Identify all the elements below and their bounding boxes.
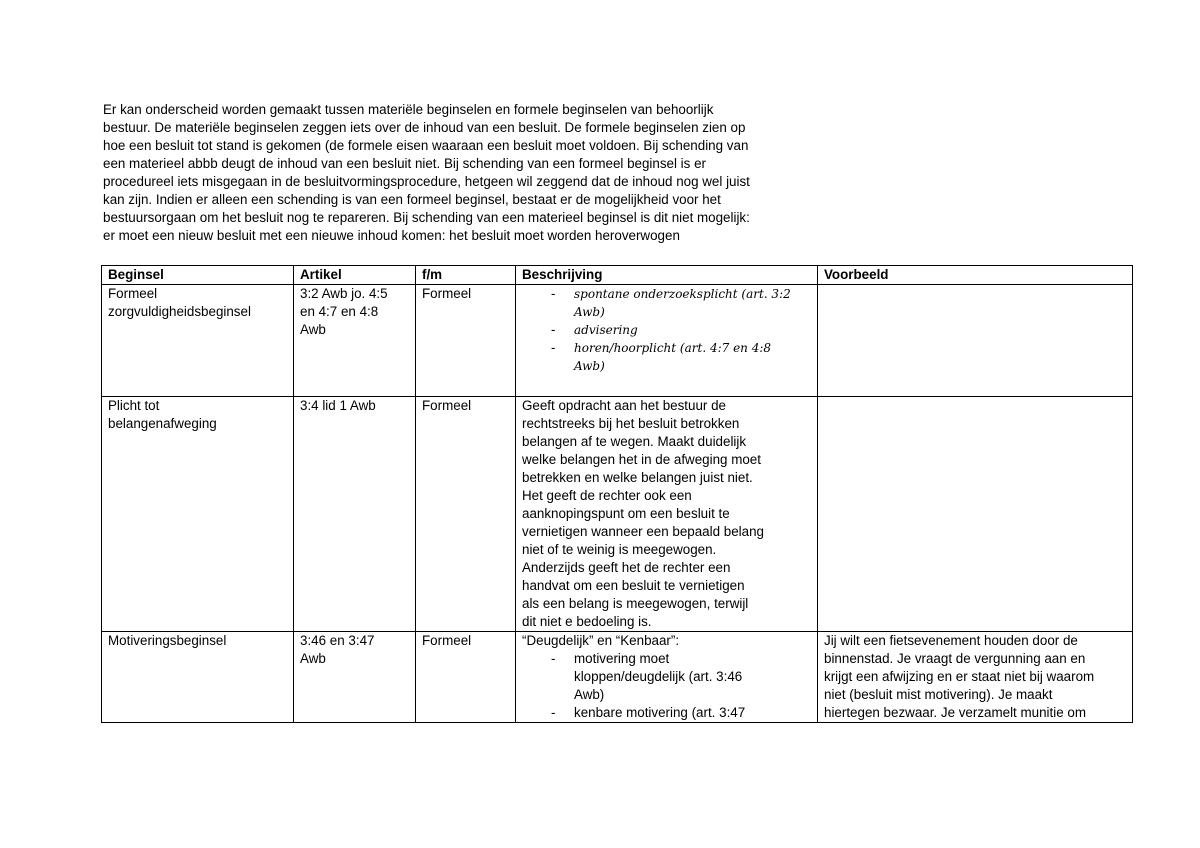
cell-artikel xyxy=(294,285,416,397)
cell-artikel xyxy=(294,632,416,723)
intro-line: procedureel iets misgegaan in de besluitvormingsprocedure, hetgeen wil zeggend dat de inhoud nog wel juist xyxy=(103,174,750,189)
cell-fm: Formeel xyxy=(416,632,516,723)
header-voorbeeld: Voorbeeld xyxy=(818,266,1133,285)
artikel-line: Awb xyxy=(300,322,326,337)
table-row xyxy=(102,285,1133,397)
list-item-line: Awb) xyxy=(574,687,605,702)
beschrijving-line: Anderzijds geeft het de rechter een xyxy=(522,560,731,575)
beschrijving-line: Geeft opdracht aan het bestuur de xyxy=(522,398,726,413)
voorbeeld-line: krijgt een afwijzing en er staat niet bij waarom xyxy=(824,669,1095,684)
intro-line: Er kan onderscheid worden gemaakt tussen materiële beginselen en formele beginselen van behoorlijk xyxy=(103,102,714,117)
intro-line: kan zijn. Indien er alleen een schending is van een formeel beginsel, bestaat er de mogelijkheid voor het xyxy=(103,192,721,207)
cell-voorbeeld xyxy=(818,632,1133,723)
list-item xyxy=(522,704,811,722)
header-artikel: Artikel xyxy=(294,266,416,285)
beschrijving-line: rechtstreeks bij het besluit betrokken xyxy=(522,416,740,431)
list-item-line: - spontane onderzoeksplicht (art. 3:2 xyxy=(574,287,791,301)
beginsel-line: belangenafweging xyxy=(108,416,217,431)
list-item-line: - motivering moet xyxy=(574,651,670,666)
beschrijving-line: als een belang is meegewogen, terwijl xyxy=(522,596,749,611)
table-row xyxy=(102,632,1133,723)
beschrijving-line: betrekken en welke belangen juist niet. xyxy=(522,470,753,485)
list-item-line: Awb) xyxy=(574,305,605,319)
beschrijving-line: vernietigen wanneer een bepaald belang xyxy=(522,524,764,539)
list-item-line: Awb) xyxy=(574,359,605,373)
header-fm: f/m xyxy=(416,266,516,285)
cell-beginsel xyxy=(102,285,294,397)
list-item-line: - advisering xyxy=(574,323,638,337)
beschrijving-line: aanknopingspunt om een besluit te xyxy=(522,506,730,521)
beschrijving-list xyxy=(522,650,811,722)
intro-line: een materieel abbb deugt de inhoud van een besluit niet. Bij schending van een formeel beginsel is er xyxy=(103,156,706,171)
intro-paragraph xyxy=(103,101,873,245)
artikel-line: 3:46 en 3:47 xyxy=(300,633,375,648)
artikel-line: en 4:7 en 4:8 xyxy=(300,304,379,319)
list-item xyxy=(522,321,811,339)
cell-beschrijving xyxy=(516,632,818,723)
beschrijving-line: handvat om een besluit te vernietigen xyxy=(522,578,745,593)
cell-artikel xyxy=(294,397,416,632)
voorbeeld-line: niet (besluit mist motivering). Je maakt xyxy=(824,687,1053,702)
beginsel-line: Plicht tot xyxy=(108,398,160,413)
intro-line: bestuursorgaan om het besluit nog te repareren. Bij schending van een materieel beginsel is dit niet mogelijk: xyxy=(103,210,750,225)
artikel-line: 3:4 lid 1 Awb xyxy=(300,398,376,413)
beschrijving-line: dit niet e bedoeling is. xyxy=(522,614,652,629)
cell-fm: Formeel xyxy=(416,285,516,397)
table-header-row xyxy=(102,266,1133,285)
beschrijving-intro: “Deugdelijk” en “Kenbaar”: xyxy=(522,633,680,648)
list-item-line: - horen/hoorplicht (art. 4:7 en 4:8 xyxy=(574,341,772,355)
list-item xyxy=(522,650,811,704)
beschrijving-list xyxy=(522,285,811,375)
intro-line: hoe een besluit tot stand is gekomen (de formele eisen waaraan een besluit moet voldoen. Bij schending van xyxy=(103,138,749,153)
cell-beginsel xyxy=(102,397,294,632)
cell-voorbeeld xyxy=(818,397,1133,632)
header-beschrijving: Beschrijving xyxy=(516,266,818,285)
cell-beschrijving xyxy=(516,397,818,632)
list-item-line: - kenbare motivering (art. 3:47 xyxy=(574,705,746,720)
beschrijving-line: welke belangen het in de afweging moet xyxy=(522,452,761,467)
list-item xyxy=(522,285,811,321)
list-item-line: kloppen/deugdelijk (art. 3:46 xyxy=(574,669,743,684)
intro-line: bestuur. De materiële beginselen zeggen iets over de inhoud van een besluit. De formele beginselen zien op xyxy=(103,120,746,135)
beginsel-line: Motiveringsbeginsel xyxy=(108,633,227,648)
voorbeeld-line: binnenstad. Je vraagt de vergunning aan en xyxy=(824,651,1086,666)
artikel-line: Awb xyxy=(300,651,326,666)
principles-table xyxy=(101,265,1133,723)
cell-voorbeeld xyxy=(818,285,1133,397)
beschrijving-line: niet of te weinig is meegewogen. xyxy=(522,542,717,557)
beschrijving-line: Het geeft de rechter ook een xyxy=(522,488,692,503)
beginsel-line: zorgvuldigheidsbeginsel xyxy=(108,304,251,319)
beginsel-line: Formeel xyxy=(108,286,158,301)
table-row xyxy=(102,397,1133,632)
list-item xyxy=(522,339,811,375)
cell-beschrijving xyxy=(516,285,818,397)
cell-beginsel xyxy=(102,632,294,723)
cell-fm: Formeel xyxy=(416,397,516,632)
header-beginsel: Beginsel xyxy=(102,266,294,285)
voorbeeld-line: hiertegen bezwaar. Je verzamelt munitie om xyxy=(824,705,1086,720)
beschrijving-line: belangen af te wegen. Maakt duidelijk xyxy=(522,434,747,449)
artikel-line: 3:2 Awb jo. 4:5 xyxy=(300,286,388,301)
intro-line: er moet een nieuw besluit met een nieuwe inhoud komen: het besluit moet worden heroverwogen xyxy=(103,228,680,243)
voorbeeld-line: Jij wilt een fietsevenement houden door de xyxy=(824,633,1078,648)
